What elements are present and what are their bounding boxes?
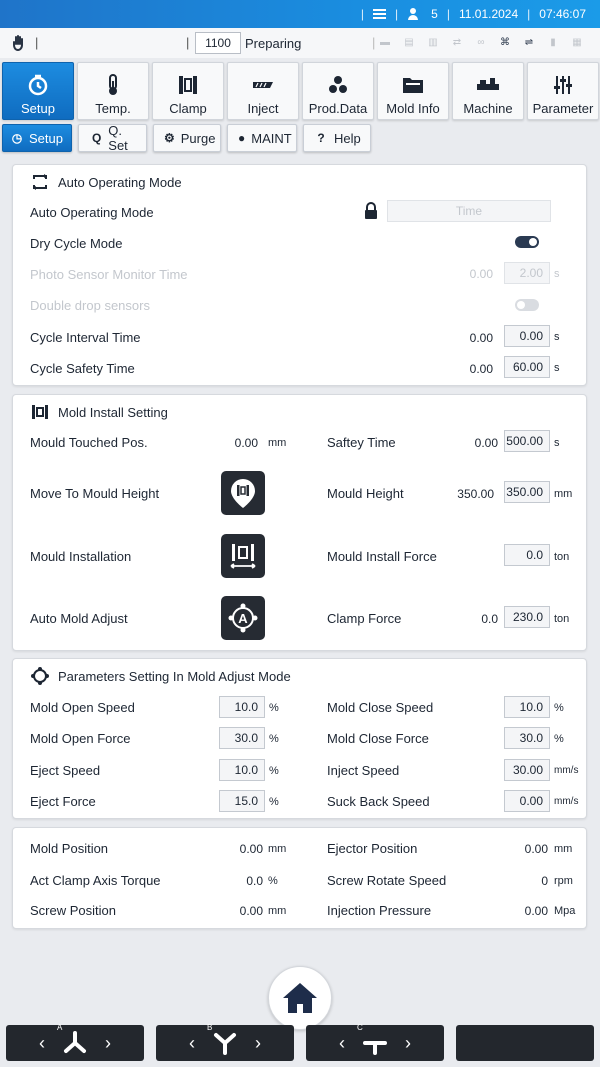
ejector-position-label: Ejector Position: [327, 841, 418, 856]
screw-position-label: Screw Position: [30, 903, 116, 918]
axis-c-icon[interactable]: [357, 1023, 387, 1055]
subtab-label: Q. Set: [108, 123, 128, 153]
double-drop-toggle[interactable]: [515, 299, 539, 311]
thermometer-icon: [101, 73, 125, 97]
wrench-icon: ●: [238, 131, 246, 145]
unit: s: [554, 331, 560, 343]
axis-letter: C: [357, 1023, 363, 1032]
link-icon: ∞: [477, 37, 485, 48]
cycle-interval-input[interactable]: 0.00: [504, 325, 550, 347]
mold-open-force-label: Mold Open Force: [30, 731, 131, 746]
inject-speed-label: Inject Speed: [327, 763, 400, 778]
network-icon: ⌘: [500, 37, 510, 48]
screw-rotate-value: 0: [541, 874, 548, 888]
chevron-right-icon[interactable]: ›: [405, 1032, 411, 1053]
panel-title-text: Auto Operating Mode: [58, 174, 182, 190]
mold-icon: ▤: [404, 37, 414, 48]
chevron-left-icon[interactable]: ‹: [339, 1032, 345, 1053]
tab-setup[interactable]: [2, 62, 74, 120]
cycle-interval-label: Cycle Interval Time: [30, 330, 141, 345]
panel-title: [31, 667, 291, 685]
move-to-height-label: Move To Mould Height: [30, 486, 160, 501]
suck-back-speed-label: Suck Back Speed: [327, 794, 430, 809]
subtab-label: Setup: [29, 130, 63, 146]
user-icon[interactable]: [407, 8, 419, 20]
divider: |: [527, 7, 531, 21]
tab-parameter[interactable]: [527, 62, 599, 120]
sliders-icon: [551, 73, 575, 97]
saftey-time-actual: 0.00: [474, 436, 498, 450]
dry-cycle-toggle[interactable]: [515, 236, 539, 248]
top-status-bar: [0, 0, 600, 28]
auto-adjust-icon: [228, 603, 258, 633]
clamp-force-label: Clamp Force: [327, 611, 402, 626]
program-number-box: 1100: [195, 32, 241, 54]
mould-height-input[interactable]: 350.00: [504, 481, 550, 503]
unit: rpm: [554, 875, 573, 887]
axis-b-icon[interactable]: [207, 1023, 237, 1055]
move-to-height-button[interactable]: [221, 471, 265, 515]
tab-label: Inject: [247, 101, 279, 116]
mold-close-force-input[interactable]: 30.0: [504, 727, 550, 749]
unit: mm: [268, 437, 287, 449]
mold-open-force-input[interactable]: 30.0: [219, 727, 265, 749]
tab-label: Temp.: [95, 101, 131, 116]
unit: %: [554, 702, 564, 714]
mold-position-value: 0.00: [239, 842, 263, 856]
lock-icon: [363, 202, 379, 220]
sub-tabs: [2, 124, 371, 152]
help-icon: ?: [317, 131, 325, 145]
chevron-right-icon[interactable]: ›: [105, 1032, 111, 1053]
unit: %: [554, 733, 564, 745]
unit: ton: [554, 551, 570, 563]
chevron-right-icon[interactable]: ›: [255, 1032, 261, 1053]
mold-close-speed-label: Mold Close Speed: [327, 700, 434, 715]
screw-rotate-label: Screw Rotate Speed: [327, 873, 447, 888]
saftey-time-label: Saftey Time: [327, 435, 396, 450]
suck-back-speed-input[interactable]: 0.00: [504, 790, 550, 812]
unit: ton: [554, 613, 570, 625]
grid-icon: ▦: [572, 37, 582, 48]
subtab-label: Help: [334, 130, 361, 146]
axis-a-icon[interactable]: [57, 1023, 87, 1055]
inject-icon: [251, 73, 275, 97]
machine-status-row: [0, 28, 600, 58]
mold-icon: [31, 403, 49, 421]
bottom-nav-blank[interactable]: [456, 1025, 594, 1061]
mold-adjust-params-panel: [12, 658, 587, 819]
heater-icon: ▥: [428, 37, 438, 48]
bottom-nav-group-c: [306, 1025, 444, 1061]
menu-icon[interactable]: [373, 9, 386, 19]
bottom-nav-group-b: [156, 1025, 294, 1061]
unit: s: [554, 268, 560, 280]
mould-installation-label: Mould Installation: [30, 549, 132, 564]
mould-install-icon: [228, 541, 258, 571]
mould-height-actual: 350.00: [457, 487, 494, 501]
time-display: 07:46:07: [539, 7, 586, 21]
auto-mode-select[interactable]: Time: [387, 200, 551, 222]
chevron-left-icon[interactable]: ‹: [39, 1032, 45, 1053]
auto-mold-adjust-button[interactable]: [221, 596, 265, 640]
mold-close-force-label: Mold Close Force: [327, 731, 429, 746]
cycle-safety-input[interactable]: 60.00: [504, 356, 550, 378]
main-tabs: [2, 62, 600, 120]
mould-installation-button[interactable]: [221, 534, 265, 578]
usb-icon: ⇌: [524, 37, 534, 48]
mold-open-speed-input[interactable]: 10.0: [219, 696, 265, 718]
date-display: 11.01.2024: [458, 7, 519, 21]
status-icons: [378, 37, 584, 49]
divider: |: [446, 7, 450, 21]
clamp-icon: [176, 73, 200, 97]
clamp-force-actual: 0.0: [481, 612, 498, 626]
mold-install-panel: [12, 394, 587, 651]
axis-letter: B: [207, 1023, 213, 1032]
signal-icon: ▮: [550, 37, 556, 48]
unit: mm/s: [554, 765, 579, 776]
subtab-maint[interactable]: [227, 124, 297, 152]
mold-position-label: Mold Position: [30, 841, 109, 856]
camera-icon: ▬: [380, 37, 390, 48]
mould-install-force-label: Mould Install Force: [327, 549, 437, 564]
mould-touched-value: 0.00: [234, 436, 258, 450]
folder-icon: [401, 73, 425, 97]
mold-close-speed-input[interactable]: 10.0: [504, 696, 550, 718]
subtab-purge[interactable]: [153, 124, 221, 152]
mold-open-speed-label: Mold Open Speed: [30, 700, 135, 715]
tab-mold-info[interactable]: [377, 62, 449, 120]
tab-label: Setup: [21, 101, 55, 116]
unit: %: [269, 765, 279, 777]
search-icon: Q: [91, 131, 102, 145]
panel-title-text: Mold Install Setting: [58, 404, 168, 420]
double-drop-label: Double drop sensors: [30, 298, 150, 313]
purge-icon: ⚙: [164, 131, 175, 145]
axis-letter: A: [57, 1023, 63, 1032]
auto-mode-label: Auto Operating Mode: [30, 205, 154, 220]
auto-mold-adjust-label: Auto Mold Adjust: [30, 611, 128, 626]
subtab-setup[interactable]: [2, 124, 72, 152]
subtab-help[interactable]: [303, 124, 371, 152]
tab-clamp[interactable]: [152, 62, 224, 120]
clamp-force-input[interactable]: 230.0: [504, 606, 550, 628]
panel-title-text: Parameters Setting In Mold Adjust Mode: [58, 668, 291, 684]
tab-label: Clamp: [169, 101, 207, 116]
photo-sensor-actual: 0.00: [469, 267, 493, 281]
subtab-q-set[interactable]: [78, 124, 147, 152]
home-button[interactable]: [268, 966, 332, 1030]
screw-position-value: 0.00: [239, 904, 263, 918]
cycle-safety-actual: 0.00: [469, 362, 493, 376]
unit: mm: [554, 843, 573, 855]
monitor-panel: [12, 827, 587, 929]
location-pin-icon: [228, 477, 258, 509]
mould-height-label: Mould Height: [327, 486, 404, 501]
photo-sensor-label: Photo Sensor Monitor Time: [30, 267, 188, 282]
eject-force-label: Eject Force: [30, 794, 96, 809]
tab-label: Mold Info: [386, 101, 440, 116]
eject-speed-label: Eject Speed: [30, 763, 101, 778]
unit: %: [268, 875, 278, 887]
divider: |: [360, 7, 365, 21]
eject-speed-input[interactable]: 10.0: [219, 759, 265, 781]
clamp-torque-value: 0.0: [246, 874, 263, 888]
home-icon: [281, 980, 319, 1016]
unit: %: [269, 702, 279, 714]
auto-operating-mode-panel: [12, 164, 587, 386]
cycle-icon: [31, 173, 49, 191]
divider: |: [395, 7, 399, 21]
tab-machine[interactable]: [452, 62, 524, 120]
tab-temp[interactable]: [77, 62, 149, 120]
timer-icon: [26, 73, 50, 97]
divider: |: [372, 35, 376, 50]
injection-pressure-label: Injection Pressure: [327, 903, 432, 918]
ejector-position-value: 0.00: [524, 842, 548, 856]
bottom-nav-group-a: [6, 1025, 144, 1061]
tab-label: Prod.Data: [308, 101, 368, 116]
tab-inject[interactable]: [227, 62, 299, 120]
panel-title: [31, 173, 182, 191]
subtab-label: MAINT: [251, 130, 292, 146]
chevron-left-icon[interactable]: ‹: [189, 1032, 195, 1053]
tab-prod-data[interactable]: [302, 62, 374, 120]
machine-icon: [476, 73, 500, 97]
machine-state: Preparing: [245, 36, 302, 51]
clamp-torque-label: Act Clamp Axis Torque: [30, 873, 161, 888]
unit: %: [269, 796, 279, 808]
divider: |: [186, 35, 190, 50]
unit: %: [269, 733, 279, 745]
subtab-label: Purge: [180, 130, 216, 146]
panel-title: [31, 403, 168, 421]
cycle-interval-actual: 0.00: [469, 331, 493, 345]
svg-text:A: A: [238, 611, 248, 626]
unit: Mpa: [554, 905, 576, 917]
unit: mm/s: [554, 796, 579, 807]
unit: mm: [268, 843, 287, 855]
unit: mm: [268, 905, 287, 917]
divider: |: [35, 35, 39, 50]
dry-cycle-label: Dry Cycle Mode: [30, 236, 123, 251]
cubes-icon: [326, 73, 350, 97]
photo-sensor-input[interactable]: 2.00: [504, 262, 550, 284]
injection-pressure-value: 0.00: [524, 904, 548, 918]
adjust-icon: [31, 667, 49, 685]
cycle-safety-label: Cycle Safety Time: [30, 361, 135, 376]
mould-touched-label: Mould Touched Pos.: [30, 435, 148, 450]
timer-icon: ◷: [11, 131, 23, 145]
saftey-time-input[interactable]: 500.00: [504, 430, 550, 452]
manual-mode-icon: [12, 35, 26, 51]
cycle-icon: ⇄: [452, 37, 462, 48]
tab-label: Parameter: [532, 101, 594, 116]
unit: mm: [554, 488, 573, 500]
user-count: 5: [431, 7, 438, 21]
tab-label: Machine: [463, 101, 513, 116]
unit: s: [554, 362, 560, 374]
inject-speed-input[interactable]: 30.00: [504, 759, 550, 781]
eject-force-input[interactable]: 15.0: [219, 790, 265, 812]
unit: s: [554, 437, 560, 449]
mould-install-force-input[interactable]: 0.0: [504, 544, 550, 566]
